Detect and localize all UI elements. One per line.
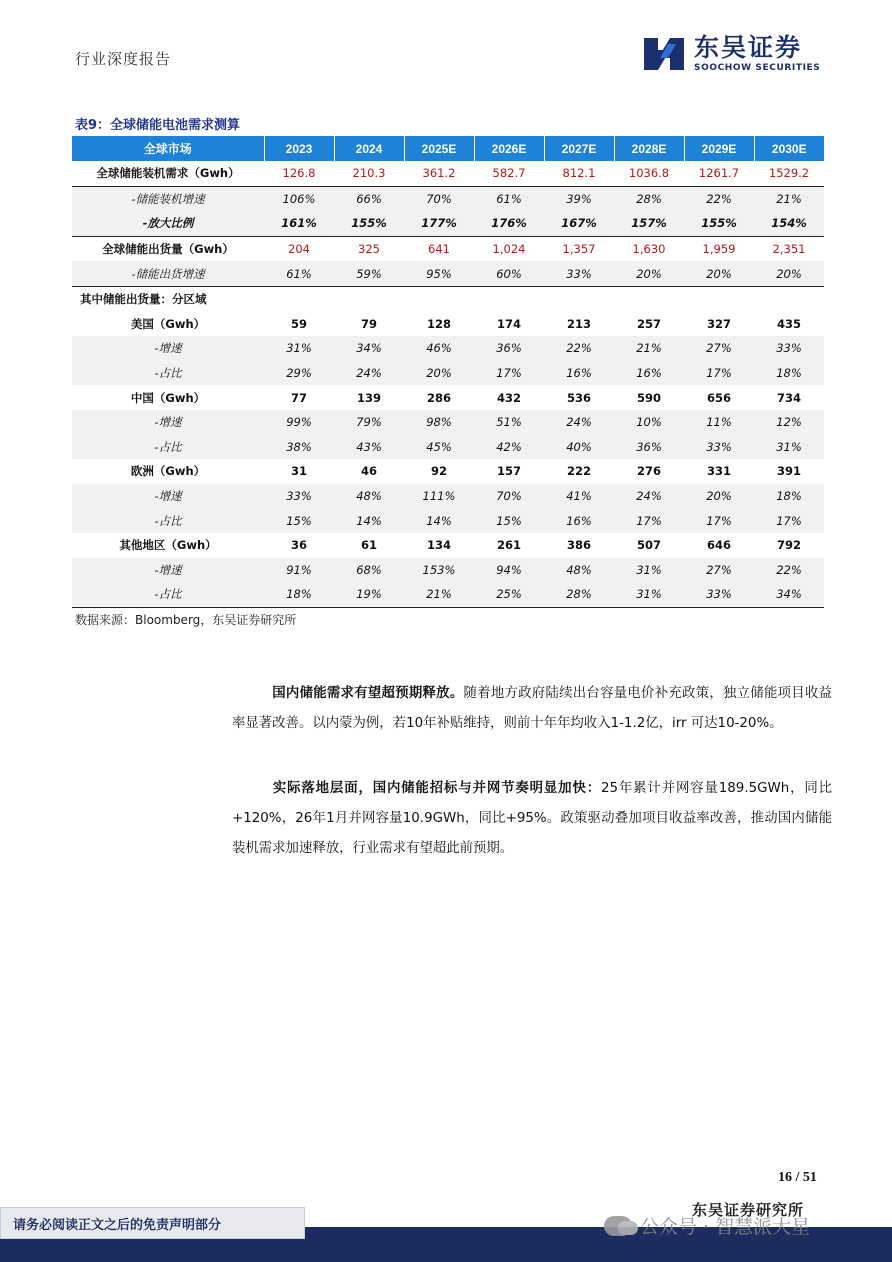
disclaimer-link[interactable]: [0, 1207, 305, 1239]
table-row: [72, 484, 824, 509]
table-cell: 33%: [684, 435, 754, 460]
table-cell: 10%: [614, 410, 684, 435]
table-cell: 157%: [614, 211, 684, 236]
table-cell: 507: [636, 538, 661, 553]
table-cell: 734: [776, 390, 801, 405]
table-cell: 34%: [334, 336, 404, 361]
row-label: -储能出货增速: [72, 261, 264, 286]
table-cell: 15%: [264, 508, 334, 533]
table-cell: 154%: [754, 211, 824, 236]
table-cell: 31%: [754, 435, 824, 460]
table-cell: 2,351: [772, 242, 806, 257]
table-cell: 59: [290, 316, 307, 331]
watermark-text: 公众号 · 智慧派大星: [640, 1216, 811, 1238]
table-cell: 70%: [474, 484, 544, 509]
table-cell: 33%: [754, 336, 824, 361]
soochow-logo-icon: [640, 30, 688, 78]
column-header: 全球市场: [72, 136, 264, 161]
row-label: 全球储能装机需求（Gwh）: [72, 161, 264, 186]
table-cell: 153%: [404, 558, 474, 583]
column-header: 2025E: [404, 136, 474, 161]
paragraph-demand-lead: 国内储能需求有望超预期释放。: [272, 686, 464, 701]
table-cell: 21%: [754, 186, 824, 211]
paragraph-grid: [232, 774, 832, 864]
logo-english-name: SOOCHOW SECURITIES: [694, 63, 821, 73]
table-cell: 22%: [544, 336, 614, 361]
disclaimer-text: 请务必阅读正文之后的免责声明部分: [13, 1217, 222, 1233]
row-label: 其他地区（Gwh）: [119, 538, 217, 553]
table-cell: 1,024: [492, 242, 526, 257]
paragraph-demand-text: 随着地方政府陆续出台容量电价补充政策，独立储能项目收益率显著改善。以内蒙为例，若10年补贴维持，则前十年年均收入1-1.2亿，irr 可达10-20%。: [232, 686, 833, 731]
table-cell: 126.8: [264, 161, 334, 186]
table-cell: 331: [706, 464, 731, 479]
table-cell: 43%: [334, 435, 404, 460]
table-cell: 99%: [264, 410, 334, 435]
row-label: -占比: [72, 582, 264, 607]
column-header: 2023: [264, 136, 334, 161]
table-cell: 33%: [544, 261, 614, 286]
table-cell: 33%: [684, 582, 754, 607]
table-cell: 46: [360, 464, 377, 479]
table-cell: 20%: [684, 261, 754, 286]
table-cell: 59%: [334, 261, 404, 286]
table-cell: 68%: [334, 558, 404, 583]
table-cell: 77: [290, 390, 307, 405]
table-cell: 161%: [264, 211, 334, 236]
table-cell: 327: [706, 316, 731, 331]
table-cell: 91%: [264, 558, 334, 583]
table-cell: 1,959: [702, 242, 736, 257]
table-cell: 15%: [474, 508, 544, 533]
table-cell: 24%: [334, 361, 404, 386]
row-label: -占比: [72, 508, 264, 533]
table-cell: 177%: [404, 211, 474, 236]
table-cell: 792: [776, 538, 801, 553]
table-cell: 435: [776, 316, 801, 331]
table-cell: 1,630: [632, 242, 666, 257]
column-header: 2026E: [474, 136, 544, 161]
row-label: -放大比例: [72, 211, 264, 236]
table-cell: 79: [360, 316, 377, 331]
table-cell: 24%: [544, 410, 614, 435]
row-label: -增速: [72, 410, 264, 435]
row-label: -占比: [72, 361, 264, 386]
table-cell: 98%: [404, 410, 474, 435]
table-cell: 94%: [474, 558, 544, 583]
row-label: 美国（Gwh）: [130, 316, 206, 331]
table-cell: 51%: [474, 410, 544, 435]
table-cell: 210.3: [334, 161, 404, 186]
table-cell: 386: [566, 538, 591, 553]
table-cell: 41%: [544, 484, 614, 509]
table-cell: 34%: [754, 582, 824, 607]
table-cell: 70%: [404, 186, 474, 211]
column-header: 2028E: [614, 136, 684, 161]
table-cell: 21%: [614, 336, 684, 361]
column-header: 2030E: [754, 136, 824, 161]
company-logo: [640, 30, 835, 78]
table-cell: 18%: [754, 361, 824, 386]
table-cell: 61%: [474, 186, 544, 211]
table-cell: [684, 286, 754, 311]
table-cell: 20%: [404, 361, 474, 386]
table-cell: 20%: [684, 484, 754, 509]
table-cell: [544, 286, 614, 311]
table-cell: 204: [288, 242, 310, 257]
table-cell: 46%: [404, 336, 474, 361]
table-cell: 19%: [334, 582, 404, 607]
table-cell: 48%: [544, 558, 614, 583]
paragraph-grid-lead: 实际落地层面，国内储能招标与并网节奏明显加快：: [272, 781, 601, 796]
footer-brand: 东吴证券研究所: [692, 1201, 805, 1219]
table-row: [72, 558, 824, 583]
table-cell: 31%: [264, 336, 334, 361]
table-cell: 16%: [544, 361, 614, 386]
table-row: [72, 582, 824, 607]
table-cell: 257: [636, 316, 661, 331]
table-cell: 213: [566, 316, 591, 331]
table-cell: 261: [496, 538, 521, 553]
table-cell: 20%: [614, 261, 684, 286]
table-cell: 17%: [684, 508, 754, 533]
table-cell: 812.1: [544, 161, 614, 186]
table-title: 表9：全球储能电池需求测算: [75, 118, 241, 133]
table-cell: 155%: [684, 211, 754, 236]
table-cell: 139: [356, 390, 381, 405]
row-label: -增速: [72, 558, 264, 583]
table-cell: 79%: [334, 410, 404, 435]
table-cell: 16%: [614, 361, 684, 386]
table-cell: 157: [496, 464, 521, 479]
table-cell: 1261.7: [684, 161, 754, 186]
table-cell: 42%: [474, 435, 544, 460]
table-cell: 28%: [544, 582, 614, 607]
column-header: 2024: [334, 136, 404, 161]
table-cell: 27%: [684, 558, 754, 583]
table-cell: 11%: [684, 410, 754, 435]
table-cell: 1,357: [562, 242, 596, 257]
table-cell: 61: [360, 538, 377, 553]
table-cell: 17%: [754, 508, 824, 533]
table-cell: 1529.2: [754, 161, 824, 186]
report-type-label: 行业深度报告: [75, 50, 172, 68]
table-row: [72, 211, 824, 236]
table-cell: 22%: [684, 186, 754, 211]
table-cell: 22%: [754, 558, 824, 583]
table-source-note: 数据来源：Bloomberg，东吴证券研究所: [75, 613, 297, 627]
row-label: 其中储能出货量：分区域: [80, 292, 207, 307]
row-label: -增速: [72, 336, 264, 361]
table-row: [72, 186, 824, 211]
table-cell: 25%: [474, 582, 544, 607]
table-cell: 95%: [404, 261, 474, 286]
table-header-row: [72, 136, 824, 161]
row-label: -储能装机增速: [72, 186, 264, 211]
table-row: [72, 286, 824, 311]
table-cell: 48%: [334, 484, 404, 509]
row-label: 中国（Gwh）: [130, 390, 206, 405]
table-row: [72, 533, 824, 558]
table-cell: 18%: [754, 484, 824, 509]
table-cell: 174: [496, 316, 521, 331]
table-cell: 167%: [544, 211, 614, 236]
table-cell: 36: [290, 538, 307, 553]
page-number: 16 / 51: [778, 1170, 817, 1185]
watermark: [604, 1212, 810, 1239]
column-header: 2029E: [684, 136, 754, 161]
table-cell: 1036.8: [614, 161, 684, 186]
table-cell: 24%: [614, 484, 684, 509]
table-cell: [404, 286, 474, 311]
table-cell: 45%: [404, 435, 474, 460]
table-cell: 66%: [334, 186, 404, 211]
table-cell: 28%: [614, 186, 684, 211]
table-cell: 111%: [404, 484, 474, 509]
wechat-icon: [604, 1216, 632, 1236]
table-cell: 646: [706, 538, 731, 553]
table-cell: 286: [426, 390, 451, 405]
table-cell: [754, 286, 824, 311]
table-cell: 38%: [264, 435, 334, 460]
table-cell: 36%: [474, 336, 544, 361]
table-cell: 17%: [474, 361, 544, 386]
row-label: 欧洲（Gwh）: [130, 464, 206, 479]
table-cell: 33%: [264, 484, 334, 509]
column-header: 2027E: [544, 136, 614, 161]
table-cell: 536: [566, 390, 591, 405]
row-label: -增速: [72, 484, 264, 509]
table-cell: 14%: [404, 508, 474, 533]
table-cell: 391: [776, 464, 801, 479]
table-cell: 16%: [544, 508, 614, 533]
table-cell: 17%: [684, 361, 754, 386]
table-cell: [264, 286, 334, 311]
table-cell: 641: [428, 242, 450, 257]
table-row: [72, 410, 824, 435]
table-cell: 39%: [544, 186, 614, 211]
table-cell: 656: [706, 390, 731, 405]
storage-demand-table: [72, 136, 824, 608]
table-cell: 18%: [264, 582, 334, 607]
table-row: [72, 459, 824, 484]
row-label: -占比: [72, 435, 264, 460]
table-cell: 20%: [754, 261, 824, 286]
table-row: [72, 508, 824, 533]
table-cell: 29%: [264, 361, 334, 386]
table-cell: 60%: [474, 261, 544, 286]
table-cell: 432: [496, 390, 521, 405]
table-row: [72, 336, 824, 361]
table-row: [72, 361, 824, 386]
table-row: [72, 312, 824, 337]
table-cell: 582.7: [474, 161, 544, 186]
table-cell: 61%: [264, 261, 334, 286]
table-cell: [614, 286, 684, 311]
table-cell: 31%: [614, 558, 684, 583]
table-cell: [334, 286, 404, 311]
table-cell: 27%: [684, 336, 754, 361]
table-row: [72, 435, 824, 460]
table-cell: 590: [636, 390, 661, 405]
table-cell: 106%: [264, 186, 334, 211]
table-row: [72, 236, 824, 261]
table-cell: 276: [636, 464, 661, 479]
table-cell: 12%: [754, 410, 824, 435]
row-label: 全球储能出货量（Gwh）: [102, 242, 234, 257]
table-cell: 31: [290, 464, 307, 479]
table-cell: 14%: [334, 508, 404, 533]
paragraph-grid-text: 25年累计并网容量189.5GWh，同比+120%，26年1月并网容量10.9GWh，同比+95%。政策驱动叠加项目收益率改善，推动国内储能装机需求加速释放，行业需求有望超此前预期。: [232, 781, 832, 856]
table-cell: 222: [566, 464, 591, 479]
table-cell: 40%: [544, 435, 614, 460]
table-cell: 21%: [404, 582, 474, 607]
table-cell: 17%: [614, 508, 684, 533]
table-row: [72, 385, 824, 410]
table-cell: [474, 286, 544, 311]
table-cell: 325: [358, 242, 380, 257]
table-cell: 155%: [334, 211, 404, 236]
table-row: [72, 261, 824, 286]
table-cell: 36%: [614, 435, 684, 460]
logo-chinese-name: 东吴证券: [694, 33, 803, 62]
table-cell: 92: [430, 464, 447, 479]
table-cell: 361.2: [404, 161, 474, 186]
table-cell: 176%: [474, 211, 544, 236]
table-cell: 128: [426, 316, 451, 331]
table-cell: 134: [426, 538, 451, 553]
paragraph-demand: [232, 679, 832, 739]
table-row: [72, 161, 824, 186]
table-cell: 31%: [614, 582, 684, 607]
